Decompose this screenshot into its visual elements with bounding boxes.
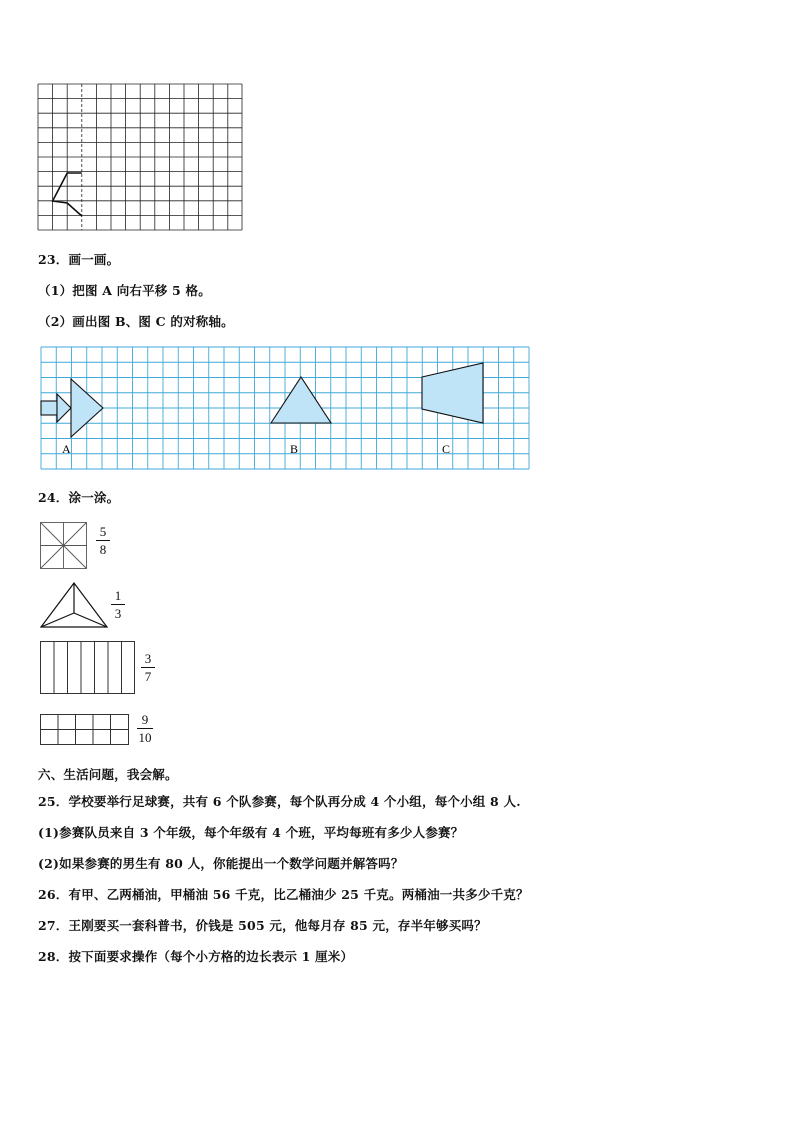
fraction-5-8: 5 8 [96, 524, 110, 557]
q23-part2: （2）画出图 B、图 C 的对称轴。 [38, 314, 234, 329]
q23-part1: （1）把图 A 向右平移 5 格。 [38, 283, 211, 298]
square-eighths [40, 522, 88, 570]
q27-text: 27．王刚要买一套科普书，价钱是 505 元，他每月存 85 元，存半年够买吗？ [38, 918, 487, 933]
q25-text: 25．学校要举行足球赛，共有 6 个队参赛，每个队再分成 4 个小组，每个小组 8 人. [38, 794, 521, 809]
triangle-thirds [40, 581, 110, 629]
rectangle-sevenths [40, 641, 136, 695]
shape-c [422, 363, 483, 423]
fraction-1-3: 1 3 [111, 588, 125, 621]
rectangle-tenths [40, 714, 130, 746]
shape-a [41, 379, 103, 437]
q23-title: 23．画一画。 [38, 252, 120, 267]
q28-text: 28．按下面要求操作（每个小方格的边长表示 1 厘米） [38, 949, 354, 964]
label-c: C [442, 442, 451, 456]
q25-sub1: (1)参赛队员来自 3 个年级，每个年级有 4 个班，平均每班有多少人参赛？ [38, 825, 464, 840]
fraction-9-10: 9 10 [138, 712, 152, 745]
section6-heading: 六、生活问题，我会解。 [38, 767, 178, 782]
q25-sub2: (2)如果参赛的男生有 80 人，你能提出一个数学问题并解答吗？ [38, 856, 404, 871]
translation-grid [41, 347, 531, 471]
label-a: A [62, 442, 71, 456]
fraction-3-7: 3 7 [141, 651, 155, 684]
q24-title: 24．涂一涂。 [38, 490, 120, 505]
symmetry-grid-top [38, 84, 244, 232]
label-b: B [290, 442, 299, 456]
q26-text: 26．有甲、乙两桶油，甲桶油 56 千克，比乙桶油少 25 千克。两桶油一共多少千克？ [38, 887, 529, 902]
shape-b [271, 377, 331, 423]
